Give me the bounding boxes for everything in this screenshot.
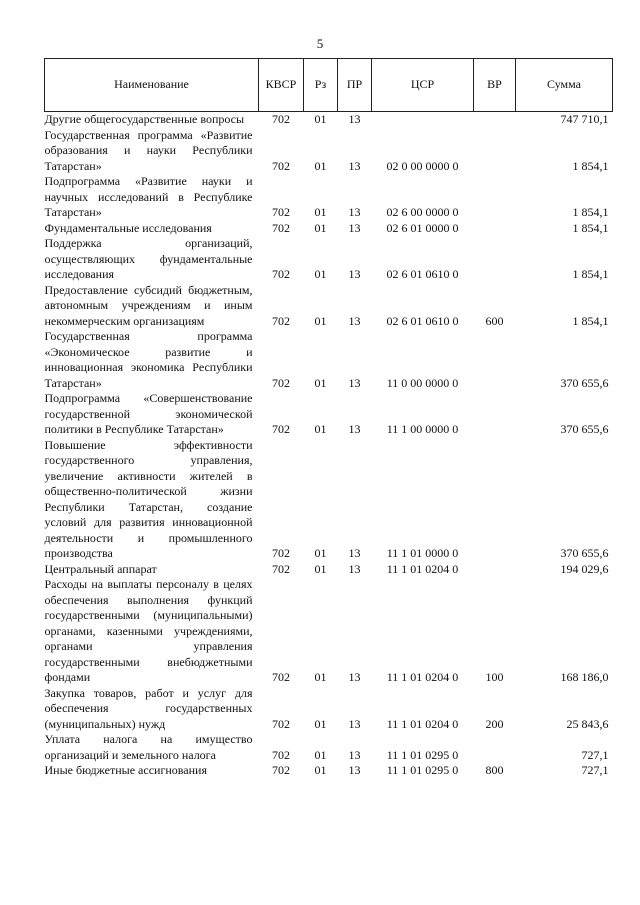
row-pr: 13 xyxy=(348,158,361,173)
row-vr xyxy=(474,112,516,128)
row-rz: 01 xyxy=(314,375,327,390)
row-sum: 1 854,1 xyxy=(572,313,609,328)
row-pr: 13 xyxy=(348,205,361,219)
row-sum: 370 655,6 xyxy=(560,546,609,560)
row-rz: 01 xyxy=(314,561,327,576)
row-sum: 370 655,6 xyxy=(560,375,609,390)
row-csr xyxy=(372,112,474,128)
row-kvsr: 702 xyxy=(272,313,290,328)
row-csr: 11 1 00 0000 0 xyxy=(386,422,459,436)
row-pr: 13 xyxy=(348,313,361,328)
header-sum: Сумма xyxy=(516,59,613,112)
row-kvsr: 702 xyxy=(272,375,290,390)
table-row xyxy=(45,112,613,128)
row-kvsr: 702 xyxy=(272,158,290,173)
table-row xyxy=(45,391,613,438)
row-sum: 1 854,1 xyxy=(572,158,609,173)
row-kvsr: 702 xyxy=(272,112,290,126)
row-kvsr: 702 xyxy=(272,561,290,576)
row-rz: 01 xyxy=(314,313,327,328)
row-vr: 600 xyxy=(485,313,504,328)
budget-table xyxy=(44,58,613,779)
row-rz: 01 xyxy=(314,112,327,126)
row-kvsr: 702 xyxy=(272,546,290,560)
table-row xyxy=(45,763,613,779)
row-rz: 01 xyxy=(314,267,327,281)
row-sum: 25 843,6 xyxy=(566,716,609,731)
header-rz: Рз xyxy=(304,59,338,112)
table-row xyxy=(45,686,613,733)
row-vr xyxy=(474,438,516,562)
header-name: Наименование xyxy=(45,59,259,112)
table-row xyxy=(45,221,613,237)
row-pr: 13 xyxy=(348,375,361,390)
row-sum: 1 854,1 xyxy=(572,220,609,235)
row-rz: 01 xyxy=(314,716,327,731)
row-rz: 01 xyxy=(314,220,327,235)
row-vr xyxy=(474,128,516,175)
row-vr: 200 xyxy=(485,716,504,731)
row-csr: 02 6 01 0610 0 xyxy=(386,313,459,328)
row-vr xyxy=(474,174,516,221)
row-name: Закупка товаров, работ и услуг для обеспечения государственных (муниципальных) нужд xyxy=(44,685,253,731)
row-sum: 168 186,0 xyxy=(560,670,609,684)
row-kvsr: 702 xyxy=(272,763,290,777)
header-kvsr: КВСР xyxy=(259,59,304,112)
row-sum: 1 854,1 xyxy=(572,267,609,281)
header-vr: ВР xyxy=(474,59,516,112)
row-vr: 800 xyxy=(485,763,504,777)
row-name: Другие общегосударственные вопросы xyxy=(44,112,245,126)
row-sum: 194 029,6 xyxy=(560,561,609,576)
row-rz: 01 xyxy=(314,747,327,762)
row-csr: 11 1 01 0000 0 xyxy=(386,546,459,560)
row-name: Повышение эффективности государственного управления, увеличение активности жителей в общественно-политической жизни Республики Татарстан, создание условий для развития инновационной деятельности и промышленного производства xyxy=(44,437,253,560)
table-row xyxy=(45,236,613,283)
row-vr xyxy=(474,221,516,237)
row-pr: 13 xyxy=(348,561,361,576)
row-rz: 01 xyxy=(314,158,327,173)
row-rz: 01 xyxy=(314,546,327,560)
row-sum: 1 854,1 xyxy=(572,205,609,219)
row-csr: 11 1 01 0204 0 xyxy=(386,670,459,684)
row-rz: 01 xyxy=(314,763,327,777)
row-rz: 01 xyxy=(314,422,327,436)
row-pr: 13 xyxy=(348,763,361,777)
row-csr: 11 1 01 0204 0 xyxy=(386,561,459,576)
row-sum: 727,1 xyxy=(581,747,609,762)
row-sum: 747 710,1 xyxy=(560,112,609,126)
table-row xyxy=(45,329,613,391)
row-kvsr: 702 xyxy=(272,670,290,684)
row-sum: 727,1 xyxy=(581,763,609,777)
row-vr xyxy=(474,732,516,763)
row-pr: 13 xyxy=(348,422,361,436)
row-pr: 13 xyxy=(348,747,361,762)
row-vr xyxy=(474,236,516,283)
row-kvsr: 702 xyxy=(272,747,290,762)
row-name: Уплата налога на имущество организаций и земельного налога xyxy=(44,732,253,762)
row-pr: 13 xyxy=(348,220,361,235)
row-csr: 11 1 01 0295 0 xyxy=(386,747,459,762)
row-kvsr: 702 xyxy=(272,422,290,436)
row-csr: 11 1 01 0204 0 xyxy=(386,716,459,731)
row-csr: 11 0 00 0000 0 xyxy=(386,375,459,390)
table-row xyxy=(45,438,613,562)
row-pr: 13 xyxy=(348,716,361,731)
table-header-row xyxy=(45,59,613,112)
row-csr: 02 6 01 0610 0 xyxy=(386,267,459,281)
row-csr: 02 6 01 0000 0 xyxy=(386,220,459,235)
table-row xyxy=(45,128,613,175)
row-csr: 02 0 00 0000 0 xyxy=(386,158,459,173)
table-row xyxy=(45,577,613,686)
row-name: Подпрограмма «Развитие науки и научных исследований в Республике Татарстан» xyxy=(44,174,253,219)
row-name: Фундаментальные исследования xyxy=(44,220,212,235)
row-rz: 01 xyxy=(314,205,327,219)
row-name: Расходы на выплаты персоналу в целях обеспечения выполнения функций государственными (муниципальными) органами, казенными учреждениями, органами управления государственными внебюджетными фондами xyxy=(44,577,253,684)
row-name: Государственная программа «Развитие образования и науки Республики Татарстан» xyxy=(44,127,253,173)
row-rz: 01 xyxy=(314,670,327,684)
row-name: Центральный аппарат xyxy=(44,561,157,576)
row-name: Поддержка организаций, осуществляющих фундаментальные исследования xyxy=(44,236,253,281)
header-pr: ПР xyxy=(338,59,372,112)
row-vr: 100 xyxy=(485,670,504,684)
row-pr: 13 xyxy=(348,546,361,560)
row-csr: 02 6 00 0000 0 xyxy=(386,205,459,219)
row-sum: 370 655,6 xyxy=(560,422,609,436)
row-kvsr: 702 xyxy=(272,716,290,731)
row-pr: 13 xyxy=(348,267,361,281)
row-csr: 11 1 01 0295 0 xyxy=(386,763,459,777)
table-row xyxy=(45,562,613,578)
row-name: Государственная программа «Экономическое развитие и инновационная экономика Республики Татарстан» xyxy=(44,329,253,390)
row-pr: 13 xyxy=(348,112,361,126)
row-kvsr: 702 xyxy=(272,205,290,219)
page-number: 5 xyxy=(316,36,324,51)
row-name: Подпрограмма «Совершенствование государственной экономической политики в Республике Татарстан» xyxy=(44,391,253,436)
table-body xyxy=(45,112,613,779)
header-csr: ЦСР xyxy=(372,59,474,112)
row-name: Предоставление субсидий бюджетным, автономным учреждениям и иным некоммерческим организациям xyxy=(44,282,253,328)
row-vr xyxy=(474,562,516,578)
table-row xyxy=(45,174,613,221)
row-name: Иные бюджетные ассигнования xyxy=(44,763,207,777)
row-kvsr: 702 xyxy=(272,267,290,281)
table-row xyxy=(45,283,613,330)
row-pr: 13 xyxy=(348,670,361,684)
row-kvsr: 702 xyxy=(272,220,290,235)
row-vr xyxy=(474,391,516,438)
row-vr xyxy=(474,329,516,391)
table-row xyxy=(45,732,613,763)
